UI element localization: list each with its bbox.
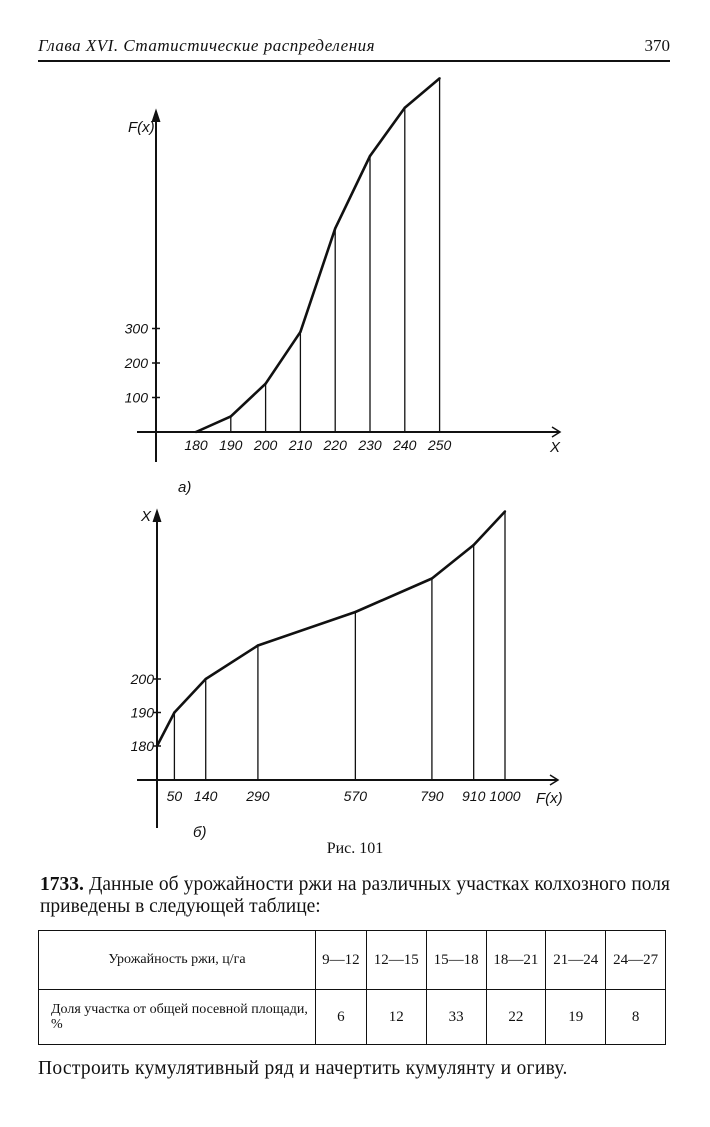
- y-axis-label: F(x): [128, 119, 155, 136]
- x-tick-label: 790: [420, 788, 444, 804]
- x-tick-label: 250: [427, 437, 452, 453]
- panel-b-label: б): [193, 824, 207, 841]
- table-cell: 12: [366, 990, 426, 1045]
- y-tick-label: 190: [130, 704, 154, 721]
- table-cell: 24—27: [606, 931, 666, 990]
- data-point: [404, 107, 406, 109]
- chart-a-cumulative: [124, 77, 561, 462]
- y-tick-label: 100: [124, 389, 148, 406]
- data-point: [264, 383, 266, 385]
- yield-table: [38, 930, 666, 1045]
- table-cell: 33: [426, 990, 486, 1045]
- data-point: [438, 77, 440, 79]
- cumulative-curve: [196, 78, 440, 432]
- data-point: [195, 431, 197, 433]
- data-point: [173, 711, 175, 713]
- table-cell: 6: [316, 990, 367, 1045]
- data-point: [472, 544, 474, 546]
- table-row: [39, 931, 666, 990]
- x-tick-label: 1000: [489, 788, 521, 804]
- x-tick-label: 910: [462, 788, 486, 804]
- panel-a-label: а): [178, 479, 192, 496]
- row1-header: Урожайность ржи, ц/га: [39, 931, 316, 990]
- row2-header: Доля участка от общей посевной площади, %: [39, 990, 316, 1045]
- chapter-title: Глава XVI. Статистические распределения: [38, 36, 376, 55]
- x-tick-label: 200: [253, 437, 278, 453]
- table-cell: 21—24: [546, 931, 606, 990]
- x-tick-label: 240: [393, 437, 417, 453]
- x-axis-label: F(x): [536, 790, 563, 807]
- problem-text: Данные об урожайности ржи на различных участках колхозного поля приведены в следующей таблице:: [40, 874, 671, 917]
- data-point: [354, 611, 356, 613]
- y-tick-label: 200: [124, 355, 148, 371]
- x-tick-label: 140: [194, 788, 218, 804]
- table-cell: 12—15: [366, 931, 426, 990]
- y-axis-label: X: [141, 508, 152, 525]
- x-tick-label: 230: [358, 437, 382, 453]
- x-tick-label: 50: [166, 788, 183, 804]
- y-tick-label: 200: [130, 671, 154, 687]
- data-point: [156, 745, 158, 747]
- data-point: [299, 331, 301, 333]
- x-tick-label: 220: [323, 437, 347, 453]
- ogive-curve: [157, 512, 505, 747]
- data-point: [369, 155, 371, 157]
- table-cell: 22: [486, 990, 546, 1045]
- x-tick-label: 570: [343, 788, 368, 804]
- chart-b-ogive: [130, 508, 563, 828]
- table-cell: 9—12: [316, 931, 367, 990]
- problem-statement: [40, 874, 670, 918]
- data-point: [334, 227, 336, 229]
- data-point: [230, 415, 232, 417]
- table-row: [39, 990, 666, 1045]
- x-tick-label: 180: [184, 437, 208, 453]
- y-axis-arrow: [153, 510, 161, 522]
- data-point: [205, 678, 207, 680]
- table-cell: 18—21: [486, 931, 546, 990]
- data-point: [504, 510, 506, 512]
- y-tick-label: 300: [124, 320, 148, 337]
- x-tick-label: 290: [246, 788, 270, 804]
- x-axis-label: X: [550, 439, 561, 456]
- data-point: [257, 644, 259, 646]
- figure-caption: Рис. 101: [326, 840, 384, 857]
- problem-number: 1733.: [40, 874, 84, 895]
- y-tick-label: 180: [130, 738, 154, 754]
- page-number: 370: [644, 36, 670, 55]
- data-point: [431, 577, 433, 579]
- table-cell: 19: [546, 990, 606, 1045]
- x-tick-label: 210: [288, 437, 313, 453]
- task-text: Построить кумулятивный ряд и начертить кумулянту и огиву.: [38, 1058, 568, 1079]
- table-cell: 15—18: [426, 931, 486, 990]
- table-cell: 8: [606, 990, 666, 1045]
- x-tick-label: 190: [219, 437, 243, 453]
